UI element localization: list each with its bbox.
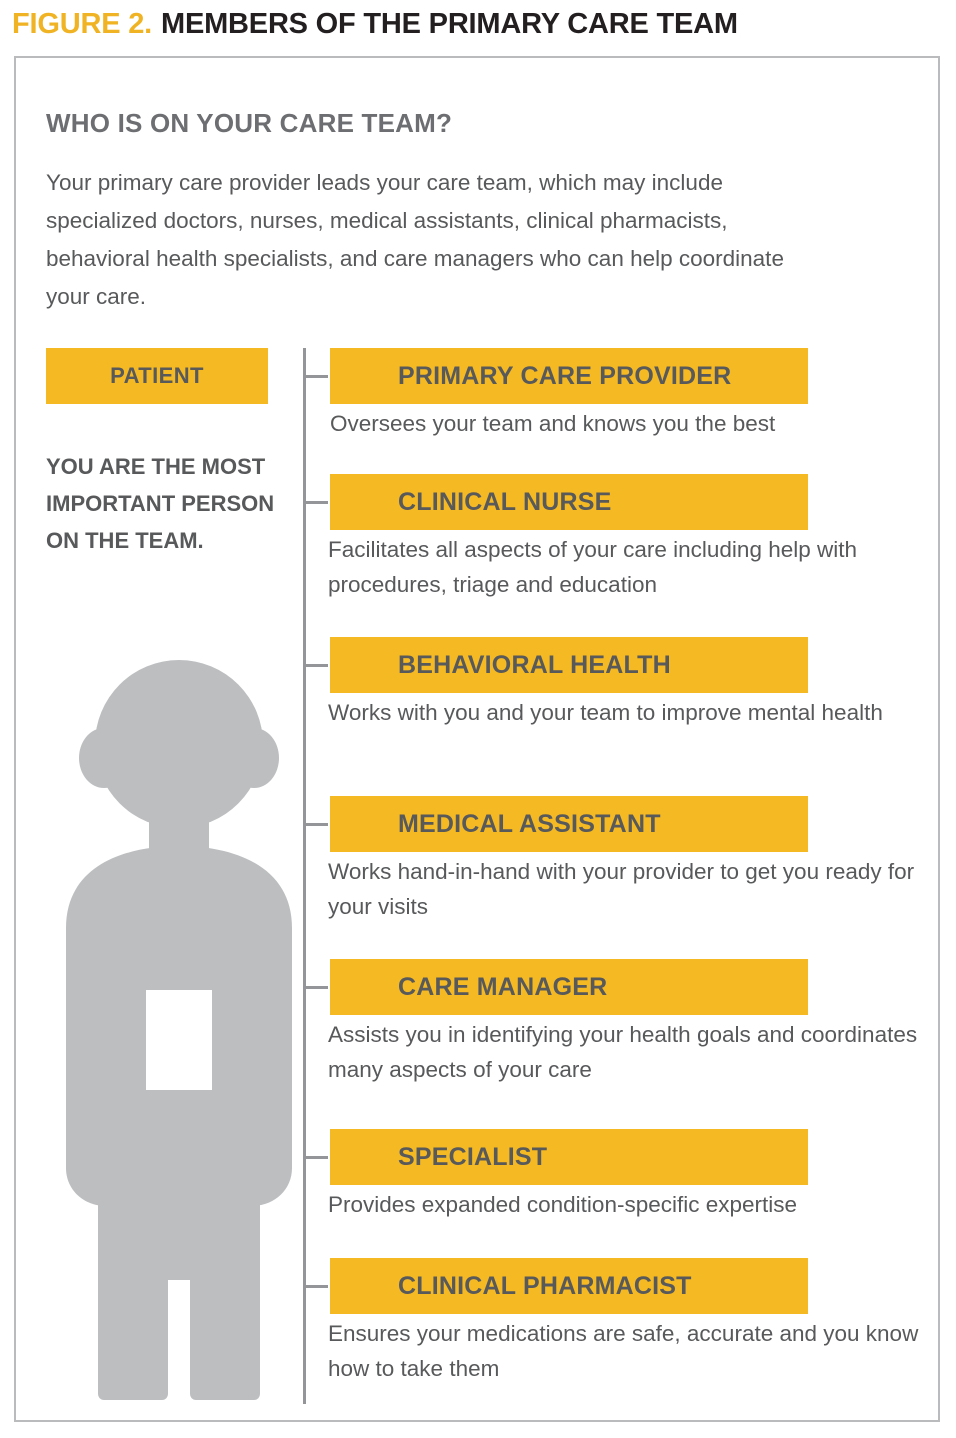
- role-description: Provides expanded condition-specific expertise: [328, 1192, 798, 1217]
- role-title-label: CLINICAL NURSE: [398, 487, 612, 516]
- role-title-label: MEDICAL ASSISTANT: [398, 809, 661, 838]
- role-description: Works with you and your team to improve mental health: [328, 700, 883, 725]
- figure-title-label: MEMBERS OF THE PRIMARY CARE TEAM: [161, 7, 738, 40]
- patient-chip: [46, 348, 268, 404]
- connector-tick-icon: [306, 823, 328, 826]
- connector-tick-icon: [306, 986, 328, 989]
- patient-chip-label: PATIENT: [110, 363, 204, 388]
- connector-tick-icon: [306, 1285, 328, 1288]
- role-chip: [330, 959, 808, 1015]
- connector-spine: [303, 348, 306, 1404]
- figure-title-bar: [12, 4, 942, 44]
- role-title-label: PRIMARY CARE PROVIDER: [398, 361, 732, 390]
- role-chip: [330, 474, 808, 530]
- role-description: Ensures your medications are safe, accurate and you know how to take them: [328, 1321, 919, 1381]
- intro-paragraph: Your primary care provider leads your care team, which may include specialized doctors, nurses, medical assistants, clinical pharmacists, behavioral health specialists, and care managers who can help coordinate your care.: [46, 170, 784, 309]
- intro-heading: WHO IS ON YOUR CARE TEAM?: [46, 108, 453, 138]
- person-silhouette-icon: [48, 660, 308, 1400]
- connector-tick-icon: [306, 664, 328, 667]
- connector-tick-icon: [306, 501, 328, 504]
- role-chip: [330, 348, 808, 404]
- role-description: Works hand-in-hand with your provider to get you ready for your visits: [328, 859, 915, 919]
- figure-number-label: FIGURE 2.: [12, 7, 152, 40]
- connector-tick-icon: [306, 1156, 328, 1159]
- role-chip: [330, 637, 808, 693]
- role-chip: [330, 1258, 808, 1314]
- role-title-label: CLINICAL PHARMACIST: [398, 1271, 692, 1300]
- role-title-label: BEHAVIORAL HEALTH: [398, 650, 671, 679]
- role-title-label: CARE MANAGER: [398, 972, 608, 1001]
- role-title-label: SPECIALIST: [398, 1142, 548, 1171]
- role-description: Facilitates all aspects of your care including help with procedures, triage and education: [328, 537, 858, 597]
- connector-tick-icon: [306, 375, 328, 378]
- role-chip: [330, 796, 808, 852]
- role-description: Assists you in identifying your health goals and coordinates many aspects of your care: [328, 1022, 918, 1082]
- role-description: Oversees your team and knows you the best: [330, 411, 776, 436]
- role-chip: [330, 1129, 808, 1185]
- patient-note: YOU ARE THE MOST IMPORTANT PERSON ON THE TEAM.: [46, 454, 275, 553]
